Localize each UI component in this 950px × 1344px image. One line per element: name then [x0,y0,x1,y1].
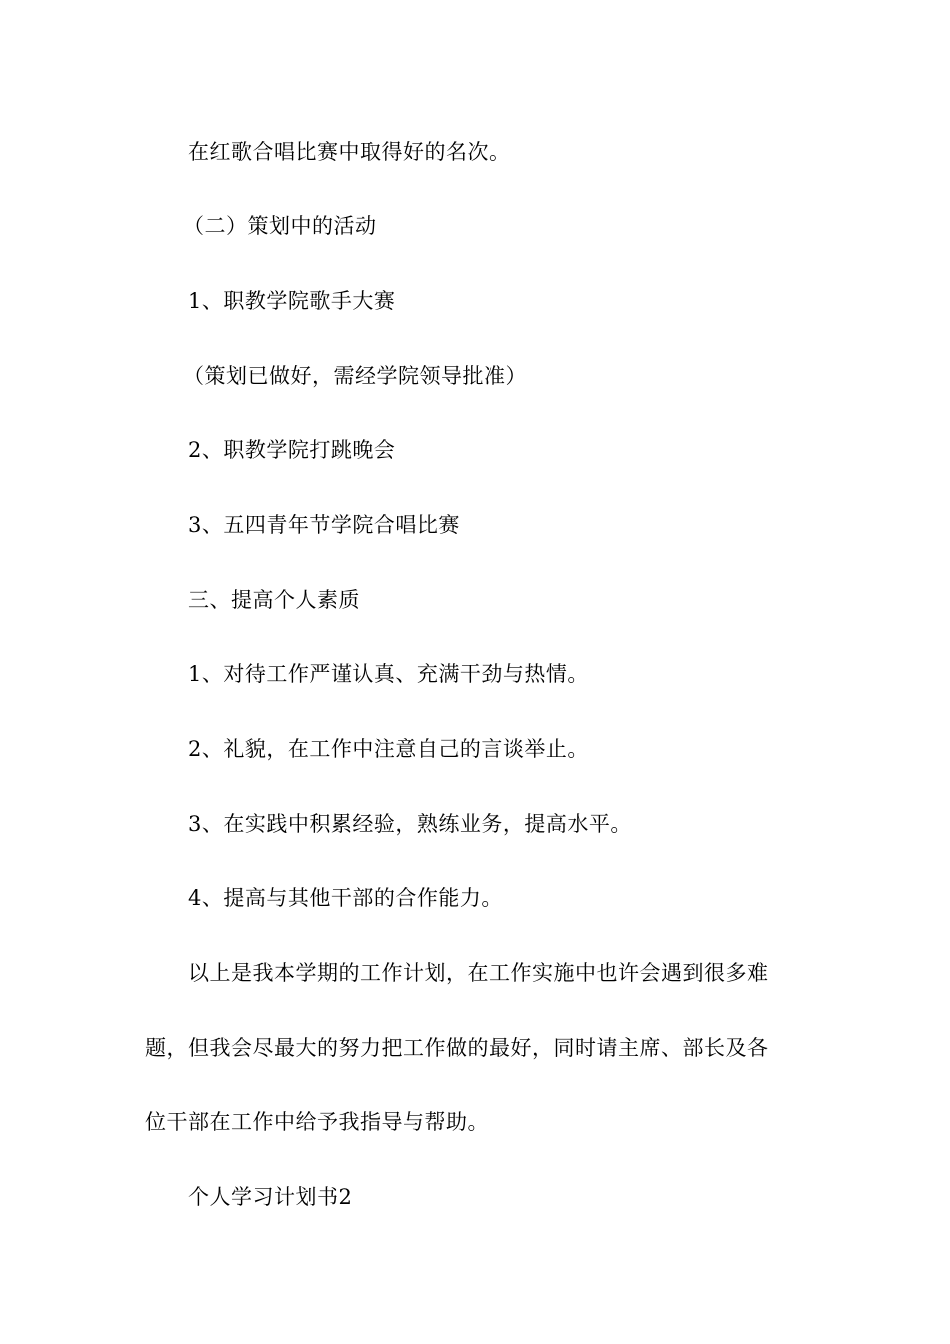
paragraph-line: 以上是我本学期的工作计划，在工作实施中也许会遇到很多难 [188,961,769,985]
list-item: 1、对待工作严谨认真、充满干劲与热情。 [188,662,589,686]
list-item: 1、职教学院歌手大赛 [188,289,396,313]
paragraph-line: （策划已做好，需经学院领导批准） [183,364,527,388]
paragraph-line: 位干部在工作中给予我指导与帮助。 [145,1110,489,1134]
list-item: 3、五四青年节学院合唱比赛 [188,513,460,537]
list-item: 2、职教学院打跳晚会 [188,438,396,462]
paragraph-line: 在红歌合唱比赛中取得好的名次。 [188,140,511,164]
paragraph-line: 题，但我会尽最大的努力把工作做的最好，同时请主席、部长及各 [145,1036,769,1060]
section-heading: （二）策划中的活动 [183,214,377,238]
list-item: 3、在实践中积累经验，熟练业务，提高水平。 [188,812,632,836]
list-item: 2、礼貌，在工作中注意自己的言谈举止。 [188,737,589,761]
section-heading: 三、提高个人素质 [188,588,360,612]
document-title: 个人学习计划书2 [188,1185,353,1209]
list-item: 4、提高与其他干部的合作能力。 [188,886,503,910]
